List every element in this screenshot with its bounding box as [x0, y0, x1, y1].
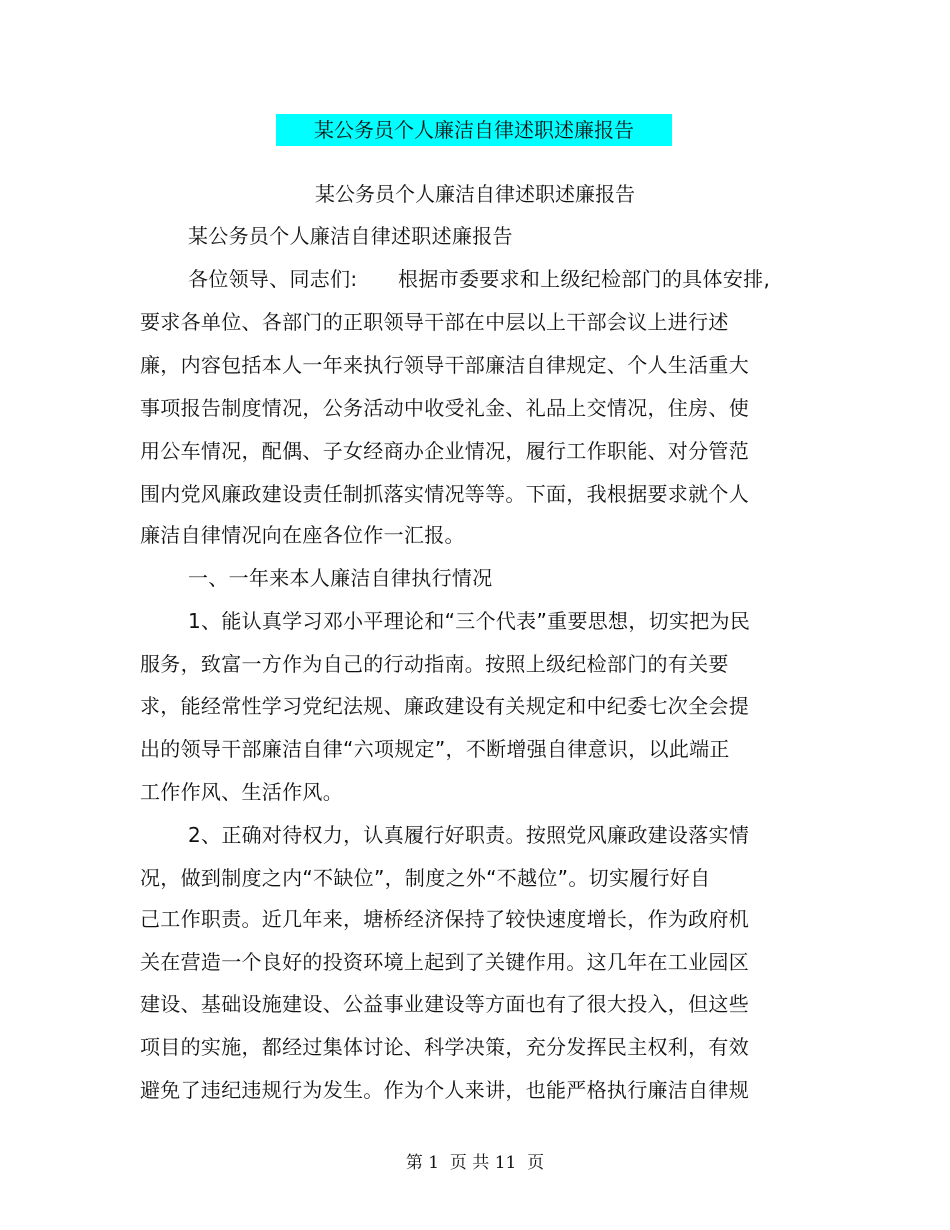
body-line: 况，做到制度之内“不缺位”，制度之外“不越位”。切实履行好自 — [140, 866, 711, 890]
title-banner — [276, 114, 672, 146]
body-line: 要求各单位、各部门的正职领导干部在中层以上干部会议上进行述 — [140, 310, 729, 334]
body-line: 用公车情况，配偶、子女经商办企业情况，履行工作职能、对分管范 — [140, 439, 749, 463]
body-line: 廉洁自律情况向在座各位作一汇报。 — [140, 523, 465, 547]
body-line: 求，能经常性学习党纪法规、廉政建设有关规定和中纪委七次全会提 — [140, 694, 749, 718]
document-subtitle: 某公务员个人廉洁自律述职述廉报告 — [315, 182, 635, 206]
body-line: 某公务员个人廉洁自律述职述廉报告 — [188, 224, 513, 248]
body-line: 各位领导、同志们: 根据市委要求和上级纪检部门的具体安排, — [188, 267, 771, 291]
document-title: 某公务员个人廉洁自律述职述廉报告 — [314, 118, 634, 142]
body-line: 工作作风、生活作风。 — [140, 780, 343, 804]
body-line: 己工作职责。近几年来，塘桥经济保持了较快速度增长，作为政府机 — [140, 907, 749, 931]
body-line: 廉，内容包括本人一年来执行领导干部廉洁自律规定、个人生活重大 — [140, 353, 749, 377]
section-heading: 一、一年来本人廉洁自律执行情况 — [188, 566, 493, 590]
body-line: 2、正确对待权力，认真履行好职责。按照党风廉政建设落实情 — [188, 823, 750, 847]
body-line: 事项报告制度情况，公务活动中收受礼金、礼品上交情况，住房、使 — [140, 396, 749, 420]
body-line: 建设、基础设施建设、公益事业建设等方面也有了很大投入，但这些 — [140, 992, 749, 1016]
body-line: 围内党风廉政建设责任制抓落实情况等等。下面，我根据要求就个人 — [140, 482, 749, 506]
body-line: 服务，致富一方作为自己的行动指南。按照上级纪检部门的有关要 — [140, 652, 729, 676]
body-line: 项目的实施，都经过集体讨论、科学决策，充分发挥民主权利，有效 — [140, 1035, 749, 1059]
page-number: 第 1 页 共 11 页 — [405, 1153, 545, 1173]
body-line: 出的领导干部廉洁自律“六项规定”，不断增强自律意识，以此端正 — [140, 737, 730, 761]
body-line: 避免了违纪违规行为发生。作为个人来讲，也能严格执行廉洁自律规 — [140, 1078, 749, 1102]
body-line: 关在营造一个良好的投资环境上起到了关键作用。这几年在工业园区 — [140, 950, 749, 974]
body-line: 1、能认真学习邓小平理论和“三个代表”重要思想，切实把为民 — [188, 609, 751, 633]
